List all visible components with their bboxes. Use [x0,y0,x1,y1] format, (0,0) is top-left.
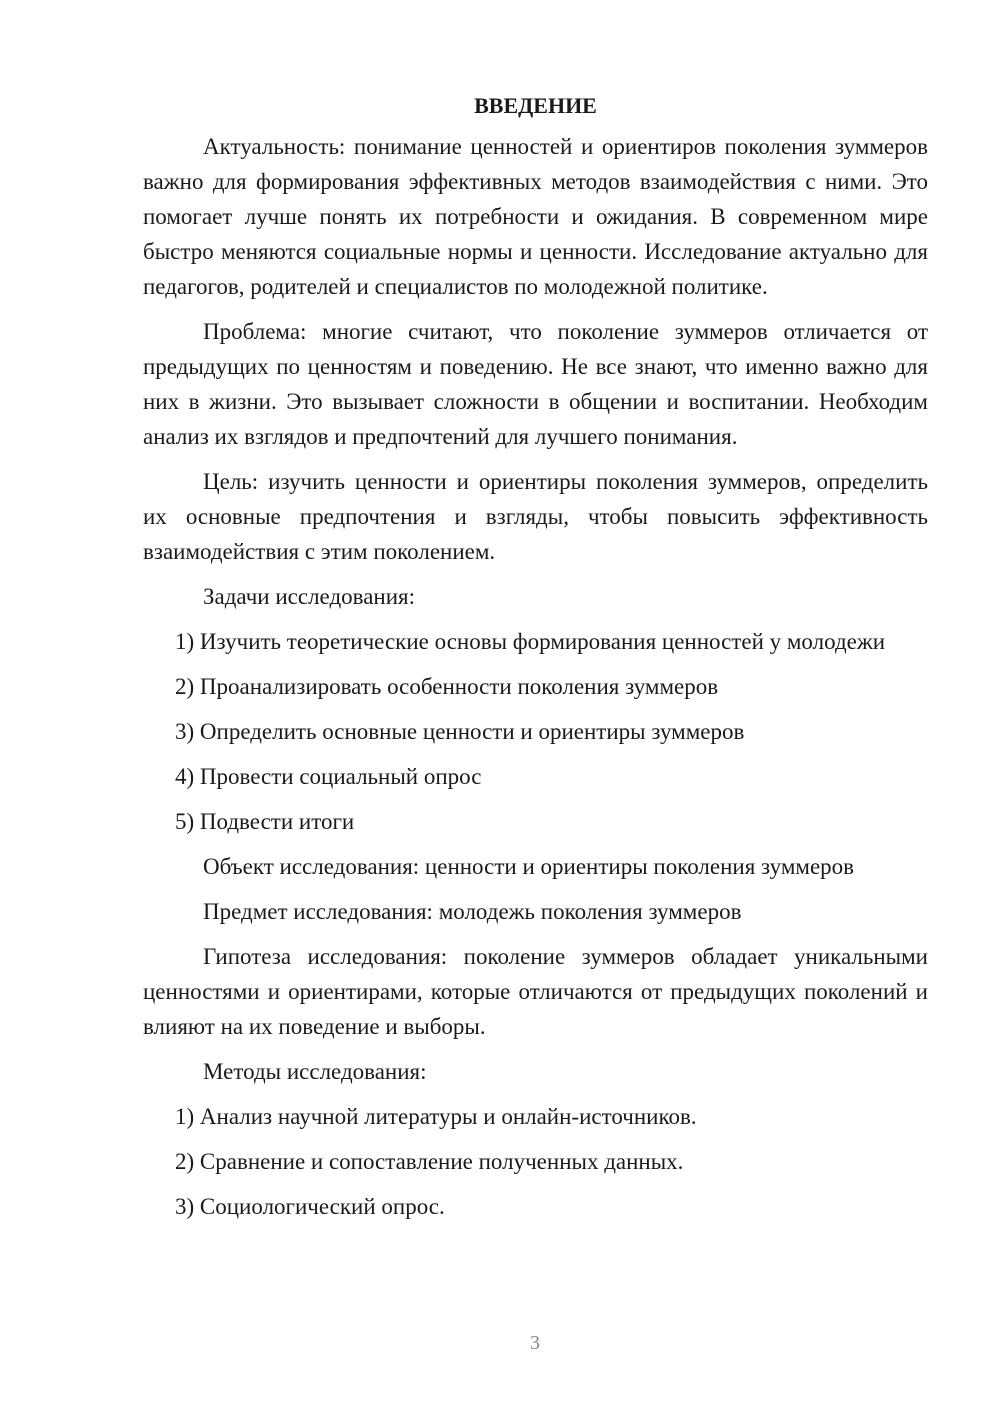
document-page [143,88,928,1234]
hypothesis-paragraph: Гипотеза исследования: поколение зуммеров обладает уникальными ценностями и ориентирами, которые отличаются от предыдущих поколений и влияют на их поведение и выборы. [143,944,928,1039]
list-item-task-1: 1) Изучить теоретические основы формирования ценностей у молодежи [175,629,886,654]
tasks-heading: Задачи исследования: [203,584,416,609]
goal-paragraph: Цель: изучить ценности и ориентиры поколения зуммеров, определить их основные предпочтения и взгляды, чтобы повысить эффективность взаимодействия с этим поколением. [143,469,928,564]
list-item-method-3: 3) Социологический опрос. [175,1194,445,1219]
list-item-task-3: 3) Определить основные ценности и ориентиры зуммеров [175,719,745,744]
list-item-method-1: 1) Анализ научной литературы и онлайн-источников. [175,1104,697,1129]
subject-paragraph: Предмет исследования: молодежь поколения зуммеров [203,899,742,924]
page-number: 3 [530,1332,540,1354]
page-title: ВВЕДЕНИЕ [474,93,597,118]
list-item-method-2: 2) Сравнение и сопоставление полученных данных. [175,1149,684,1174]
list-item-task-4: 4) Провести социальный опрос [175,764,482,789]
list-item-task-5: 5) Подвести итоги [175,809,355,834]
methods-heading: Методы исследования: [203,1059,427,1084]
relevance-paragraph: Актуальность: понимание ценностей и ориентиров поколения зуммеров важно для формирования эффективных методов взаимодействия с ними. Это помогает лучше понять их потребности и ожидания. В современном мире быстро меняются социальные нормы и ценности. Исследование актуально для педагогов, родителей и специалистов по молодежной политике. [143,134,928,299]
problem-paragraph: Проблема: многие считают, что поколение зуммеров отличается от предыдущих по ценностям и поведению. Не все знают, что именно важно для них в жизни. Это вызывает сложности в общении и воспитании. Необходим анализ их взглядов и предпочтений для лучшего понимания. [143,319,928,449]
object-paragraph: Объект исследования: ценности и ориентиры поколения зуммеров [203,854,855,879]
list-item-task-2: 2) Проанализировать особенности поколения зуммеров [175,674,719,699]
